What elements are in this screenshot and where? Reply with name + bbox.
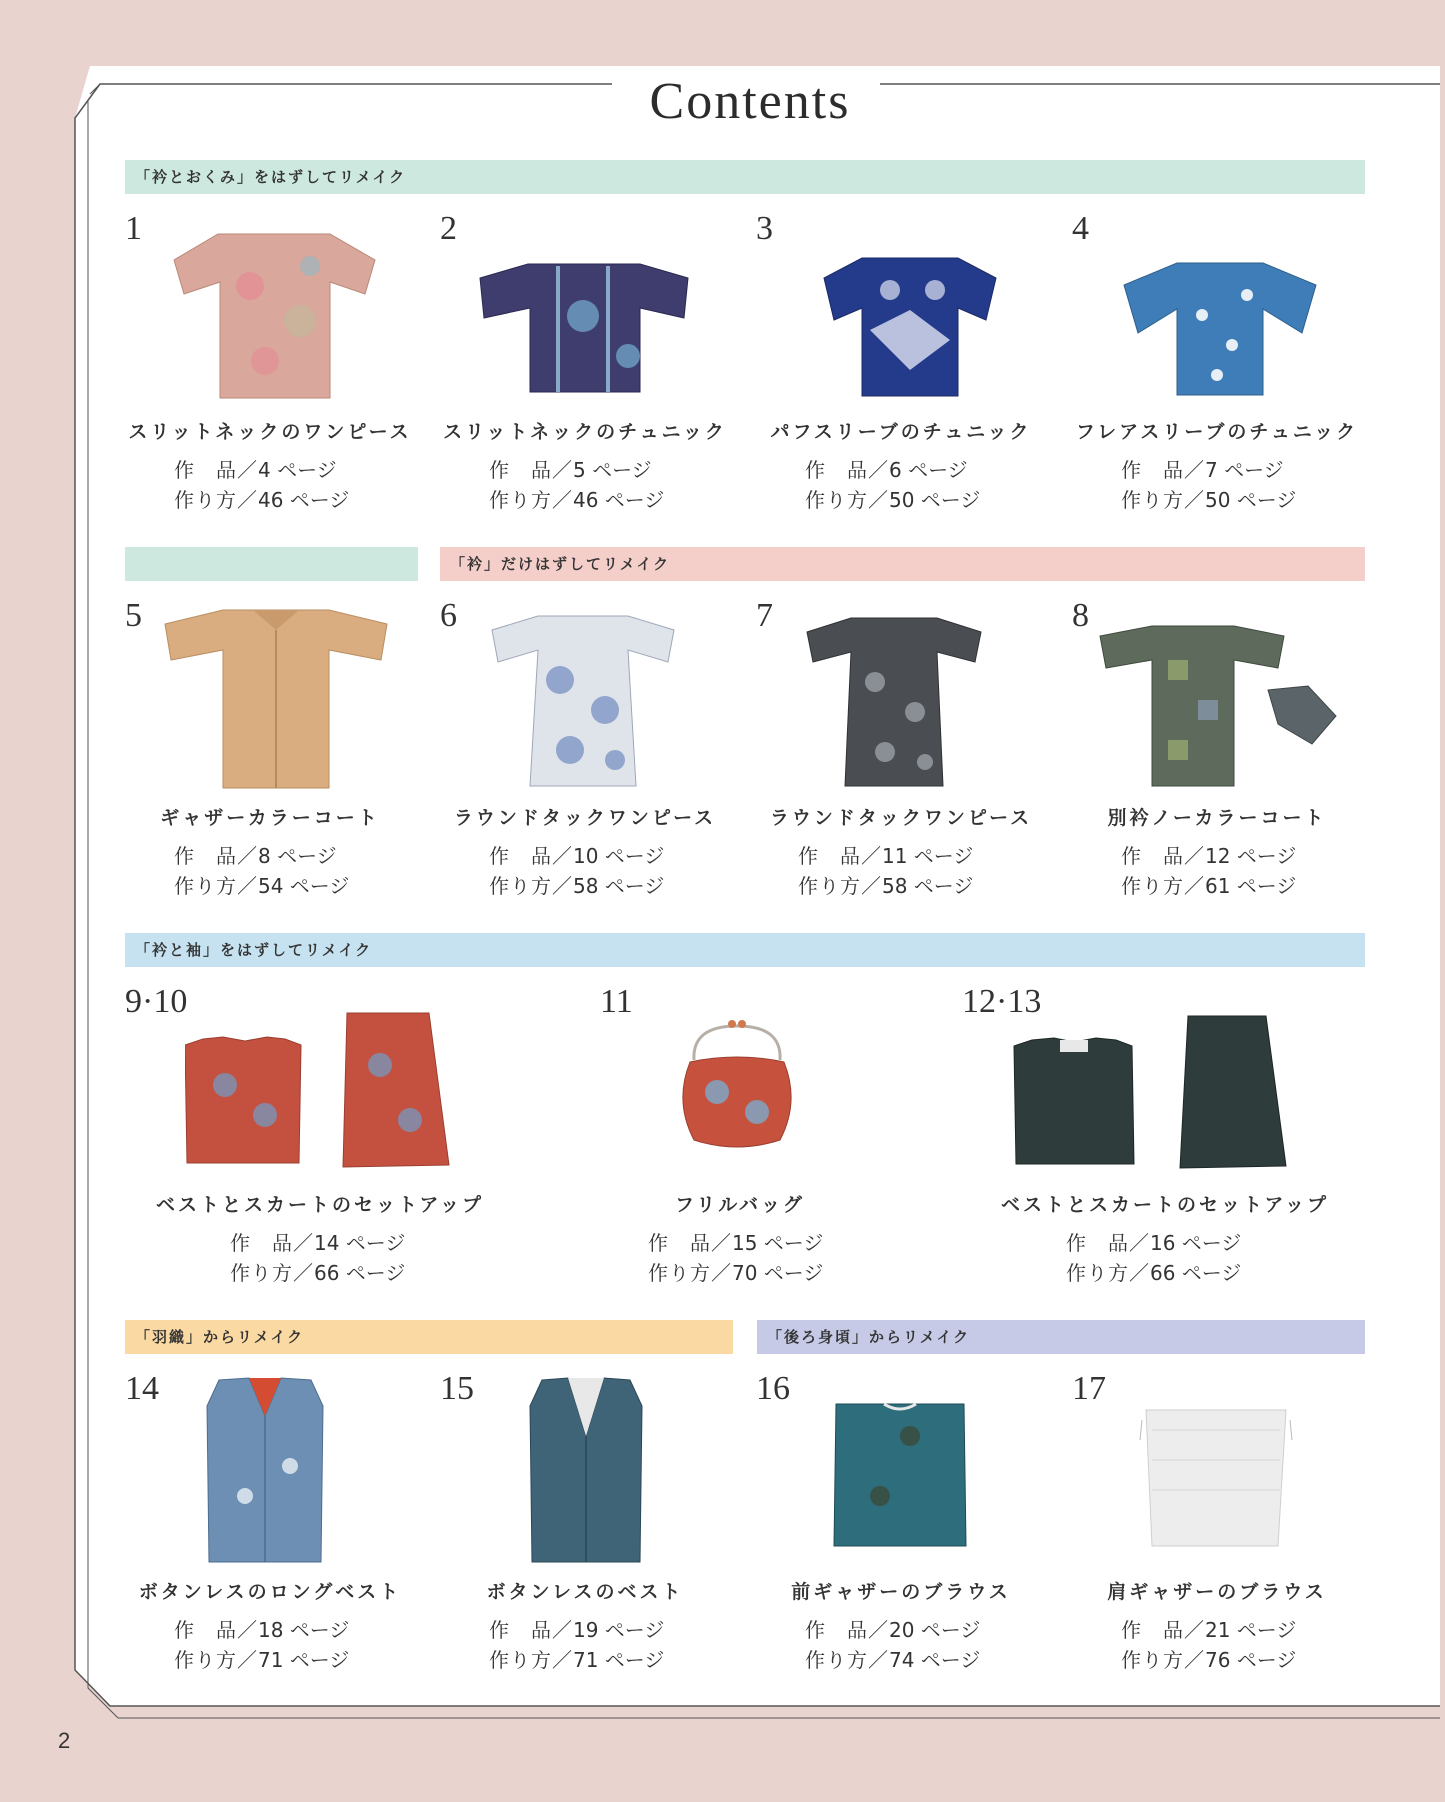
howto-label: 作り方／ (489, 1648, 573, 1672)
item-number: 17 (1072, 1370, 1106, 1407)
work-page-value[interactable]: 4 ページ (258, 458, 337, 482)
work-label: 作 品／ (230, 1231, 314, 1255)
work-label: 作 品／ (174, 844, 258, 868)
howto-page-value[interactable]: 46 ページ (573, 488, 665, 512)
work-label: 作 品／ (1066, 1231, 1150, 1255)
item-work-page (489, 1614, 664, 1643)
work-page-value[interactable]: 21 ページ (1205, 1618, 1297, 1642)
item-name: ベストとスカートのセットアップ (155, 1194, 485, 1216)
item-howto-page (489, 870, 664, 899)
howto-label: 作り方／ (1121, 1648, 1205, 1672)
item-howto-page (1121, 484, 1296, 513)
work-label: 作 品／ (648, 1231, 732, 1255)
item-work-page (1121, 1614, 1296, 1643)
item-howto-page (1066, 1257, 1241, 1286)
item-howto-page (805, 484, 980, 513)
work-label: 作 品／ (174, 1618, 258, 1642)
item-work-page (174, 1614, 349, 1643)
item-work-page (230, 1227, 405, 1256)
item-work-page (174, 454, 337, 483)
item-number: 14 (125, 1370, 159, 1407)
work-label: 作 品／ (489, 1618, 573, 1642)
item-number: 5 (125, 597, 142, 634)
item-howto-page (489, 1644, 664, 1673)
work-label: 作 品／ (805, 458, 889, 482)
item-number: 8 (1072, 597, 1089, 634)
item-number: 3 (756, 210, 773, 247)
item-work-page (648, 1227, 823, 1256)
tunic-icon[interactable] (1122, 255, 1318, 400)
item-number: 16 (756, 1370, 790, 1407)
howto-label: 作り方／ (174, 874, 258, 898)
item-name: フリルバッグ (675, 1194, 805, 1216)
howto-label: 作り方／ (805, 488, 889, 512)
howto-page-value[interactable]: 74 ページ (889, 1648, 981, 1672)
work-page-value[interactable]: 16 ページ (1150, 1231, 1242, 1255)
item-howto-page (798, 870, 973, 899)
howto-label: 作り方／ (1121, 488, 1205, 512)
howto-label: 作り方／ (798, 874, 882, 898)
work-page-value[interactable]: 7 ページ (1205, 458, 1284, 482)
howto-page-value[interactable]: 58 ページ (573, 874, 665, 898)
item-number: 7 (756, 597, 773, 634)
howto-page-value[interactable]: 76 ページ (1205, 1648, 1297, 1672)
howto-page-value[interactable]: 71 ページ (573, 1648, 665, 1672)
item-work-page (1066, 1227, 1241, 1256)
item-name: スリットネックのチュニック (443, 421, 727, 443)
howto-page-value[interactable]: 70 ページ (732, 1261, 824, 1285)
blouse-icon[interactable] (1138, 1400, 1294, 1550)
howto-label: 作り方／ (174, 1648, 258, 1672)
item-howto-page (648, 1257, 823, 1286)
dress-icon[interactable] (490, 610, 676, 788)
item-name: ボタンレスのロングベスト (138, 1581, 402, 1603)
coat-icon[interactable] (163, 604, 389, 790)
long-vest-icon[interactable] (528, 1376, 644, 1566)
howto-label: 作り方／ (1066, 1261, 1150, 1285)
work-page-value[interactable]: 5 ページ (573, 458, 652, 482)
work-page-value[interactable]: 12 ページ (1205, 844, 1297, 868)
item-work-page (805, 454, 968, 483)
item-work-page (174, 840, 337, 869)
howto-page-value[interactable]: 50 ページ (1205, 488, 1297, 512)
howto-page-value[interactable]: 54 ページ (258, 874, 350, 898)
item-number: 15 (440, 1370, 474, 1407)
item-howto-page (1121, 870, 1296, 899)
item-name: パフスリーブのチュニック (770, 421, 1032, 443)
item-number: 2 (440, 210, 457, 247)
item-name: フレアスリーブのチュニック (1075, 421, 1359, 443)
howto-page-value[interactable]: 61 ページ (1205, 874, 1297, 898)
howto-label: 作り方／ (230, 1261, 314, 1285)
item-work-page (1121, 454, 1284, 483)
work-label: 作 品／ (489, 844, 573, 868)
item-name: ラウンドタックワンピース (453, 807, 717, 829)
section-band-collar-okumi: 「衿とおくみ」をはずしてリメイク (125, 160, 1365, 194)
item-work-page (805, 1614, 980, 1643)
work-page-value[interactable]: 14 ページ (314, 1231, 406, 1255)
item-howto-page (230, 1257, 405, 1286)
item-name: ラウンドタックワンピース (769, 807, 1033, 829)
howto-label: 作り方／ (1121, 874, 1205, 898)
section-band-back-body: 「後ろ身頃」からリメイク (757, 1320, 1365, 1354)
item-number: 4 (1072, 210, 1089, 247)
work-label: 作 品／ (798, 844, 882, 868)
item-name: 別衿ノーカラーコート (1107, 807, 1327, 829)
blouse-icon[interactable] (830, 1396, 970, 1548)
item-number: 9·10 (125, 983, 188, 1020)
howto-page-value[interactable]: 71 ページ (258, 1648, 350, 1672)
item-howto-page (1121, 1644, 1296, 1673)
item-work-page (489, 840, 664, 869)
item-name: 前ギャザーのブラウス (791, 1581, 1011, 1603)
howto-label: 作り方／ (489, 874, 573, 898)
item-work-page (798, 840, 973, 869)
item-name: ギャザーカラーコート (160, 807, 380, 829)
page-number: 2 (58, 1728, 71, 1753)
work-label: 作 品／ (174, 458, 258, 482)
item-work-page (1121, 840, 1296, 869)
howto-page-value[interactable]: 46 ページ (258, 488, 350, 512)
item-name: スリットネックのワンピース (128, 421, 412, 443)
howto-page-value[interactable]: 50 ページ (889, 488, 981, 512)
item-howto-page (174, 1644, 349, 1673)
howto-page-value[interactable]: 58 ページ (882, 874, 974, 898)
work-page-value[interactable]: 11 ページ (882, 844, 974, 868)
howto-label: 作り方／ (174, 488, 258, 512)
section-band-mint-blank (125, 547, 418, 581)
section-band-collar-sleeve: 「衿と袖」をはずしてリメイク (125, 933, 1365, 967)
work-page-value[interactable]: 20 ページ (889, 1618, 981, 1642)
work-label: 作 品／ (1121, 1618, 1205, 1642)
work-label: 作 品／ (1121, 844, 1205, 868)
item-howto-page (174, 870, 349, 899)
howto-label: 作り方／ (648, 1261, 732, 1285)
item-howto-page (489, 484, 664, 513)
item-number: 6 (440, 597, 457, 634)
item-name: 肩ギャザーのブラウス (1107, 1581, 1327, 1603)
work-page-value[interactable]: 8 ページ (258, 844, 337, 868)
item-number: 11 (600, 983, 633, 1020)
item-number: 12·13 (962, 983, 1042, 1020)
dress-icon[interactable] (805, 612, 983, 788)
tunic-icon[interactable] (820, 250, 1000, 400)
page-title: Contents (649, 73, 851, 130)
work-label: 作 品／ (805, 1618, 889, 1642)
vest-skirt-icon[interactable] (185, 1005, 460, 1175)
howto-label: 作り方／ (805, 1648, 889, 1672)
long-vest-icon[interactable] (205, 1376, 325, 1566)
howto-page-value[interactable]: 66 ページ (1150, 1261, 1242, 1285)
item-name: ベストとスカートのセットアップ (1000, 1194, 1330, 1216)
section-band-haori: 「羽織」からリメイク (125, 1320, 733, 1354)
work-label: 作 品／ (1121, 458, 1205, 482)
work-page-value[interactable]: 15 ページ (732, 1231, 824, 1255)
item-howto-page (805, 1644, 980, 1673)
section-band-collar-only: 「衿」だけはずしてリメイク (440, 547, 1365, 581)
work-label: 作 品／ (489, 458, 573, 482)
bag-icon[interactable] (672, 1012, 802, 1152)
vest-skirt-icon[interactable] (1012, 1012, 1292, 1170)
item-howto-page (174, 484, 349, 513)
item-work-page (489, 454, 652, 483)
coat-icon[interactable] (1098, 620, 1338, 790)
work-page-value[interactable]: 19 ページ (573, 1618, 665, 1642)
work-page-value[interactable]: 6 ページ (889, 458, 968, 482)
tunic-icon[interactable] (478, 256, 690, 396)
work-page-value[interactable]: 18 ページ (258, 1618, 350, 1642)
item-number: 1 (125, 210, 142, 247)
work-page-value[interactable]: 10 ページ (573, 844, 665, 868)
howto-label: 作り方／ (489, 488, 573, 512)
item-name: ボタンレスのベスト (486, 1581, 684, 1603)
dress-icon[interactable] (170, 226, 380, 401)
howto-page-value[interactable]: 66 ページ (314, 1261, 406, 1285)
